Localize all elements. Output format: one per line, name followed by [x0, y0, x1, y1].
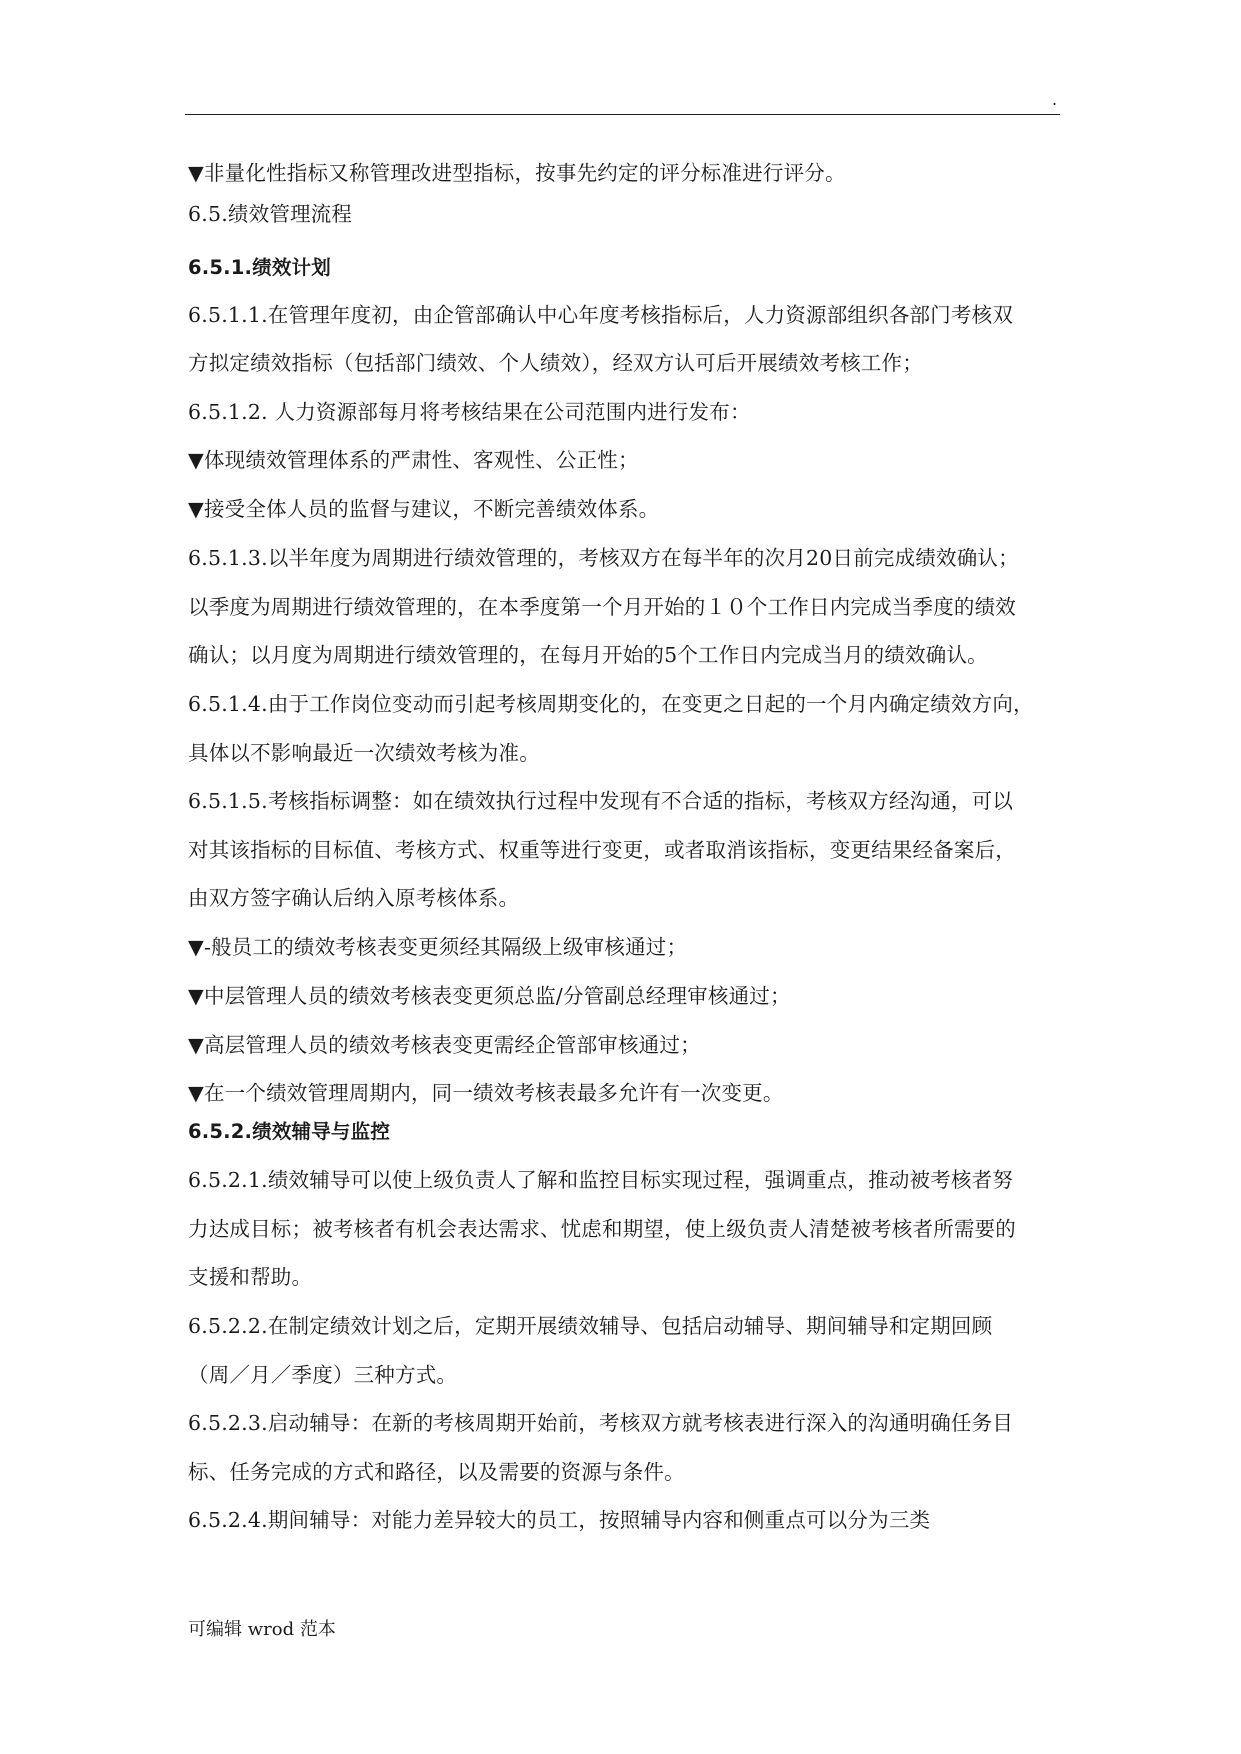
- bullet-line: ▼在一个绩效管理周期内，同一绩效考核表最多允许有一次变更。: [188, 1081, 784, 1105]
- paragraph-line: 6.5.1.4.由于工作岗位变动而引起考核周期变化的，在变更之日起的一个月内确定绩效方向，: [188, 692, 1034, 716]
- paragraph-line: 6.5.2.2.在制定绩效计划之后，定期开展绩效辅导、包括启动辅导、期间辅导和定期回顾: [188, 1314, 993, 1338]
- footer-text: 可编辑 wrod 范本: [188, 1619, 336, 1640]
- paragraph-line: 力达成目标；被考核者有机会表达需求、忧虑和期望，使上级负责人清楚被考核者所需要的: [188, 1217, 1016, 1241]
- bullet-line: ▼体现绩效管理体系的严肃性、客观性、公正性；: [188, 448, 639, 472]
- bullet-line: ▼非量化性指标又称管理改进型指标，按事先约定的评分标准进行评分。: [188, 161, 846, 185]
- paragraph-line: 6.5.2.3.启动辅导：在新的考核周期开始前，考核双方就考核表进行深入的沟通明确任务目: [188, 1411, 1014, 1435]
- paragraph-line: 6.5.2.1.绩效辅导可以使上级负责人了解和监控目标实现过程，强调重点，推动被考核者努: [188, 1168, 1014, 1192]
- paragraph-line: 6.5.2.4.期间辅导：对能力差异较大的员工，按照辅导内容和侧重点可以分为三类: [188, 1508, 931, 1532]
- bullet-line: ▼高层管理人员的绩效考核表变更需经企管部审核通过；: [188, 1033, 701, 1057]
- paragraph-line: 具体以不影响最近一次绩效考核为准。: [188, 741, 540, 765]
- paragraph-line: 6.5.1.5.考核指标调整：如在绩效执行过程中发现有不合适的指标，考核双方经沟通，可以: [188, 789, 1014, 813]
- subsection-heading: 6.5.2.绩效辅导与监控: [188, 1120, 391, 1143]
- paragraph-line: 支援和帮助。: [188, 1265, 313, 1289]
- paragraph-line: 对其该指标的目标值、考核方式、权重等进行变更，或者取消该指标，变更结果经备案后，: [188, 838, 1016, 862]
- bullet-line: ▼中层管理人员的绩效考核表变更须总监/分管副总经理审核通过；: [188, 984, 791, 1008]
- paragraph-line: 标、任务完成的方式和路径，以及需要的资源与条件。: [188, 1460, 685, 1484]
- paragraph-line: 6.5.1.1.在管理年度初，由企管部确认中心年度考核指标后，人力资源部组织各部门考核双: [188, 303, 1014, 327]
- paragraph-line: 方拟定绩效指标（包括部门绩效、个人绩效），经双方认可后开展绩效考核工作；: [188, 351, 923, 375]
- paragraph-line: （周／月／季度）三种方式。: [188, 1363, 458, 1387]
- paragraph-line: 6.5.1.2. 人力资源部每月将考核结果在公司范围内进行发布：: [188, 400, 751, 424]
- section-heading: 6.5.绩效管理流程: [188, 202, 353, 226]
- subsection-heading: 6.5.1.绩效计划: [188, 256, 331, 279]
- paragraph-line: 6.5.1.3.以半年度为周期进行绩效管理的，考核双方在每半年的次月20日前完成绩效确认；: [188, 546, 1019, 570]
- paragraph-line: 由双方签字确认后纳入原考核体系。: [188, 886, 520, 910]
- paragraph-line: 确认；以月度为周期进行绩效管理的，在每月开始的5个工作日内完成当月的绩效确认。: [188, 643, 988, 667]
- bullet-line: ▼接受全体人员的监督与建议，不断完善绩效体系。: [188, 497, 660, 521]
- header-dot: .: [1052, 90, 1058, 109]
- paragraph-line: 以季度为周期进行绩效管理的，在本季度第一个月开始的１０个工作日内完成当季度的绩效: [188, 595, 1016, 619]
- bullet-line: ▼-般员工的绩效考核表变更须经其隔级上级审核通过；: [188, 935, 688, 959]
- header-rule: [185, 114, 1060, 115]
